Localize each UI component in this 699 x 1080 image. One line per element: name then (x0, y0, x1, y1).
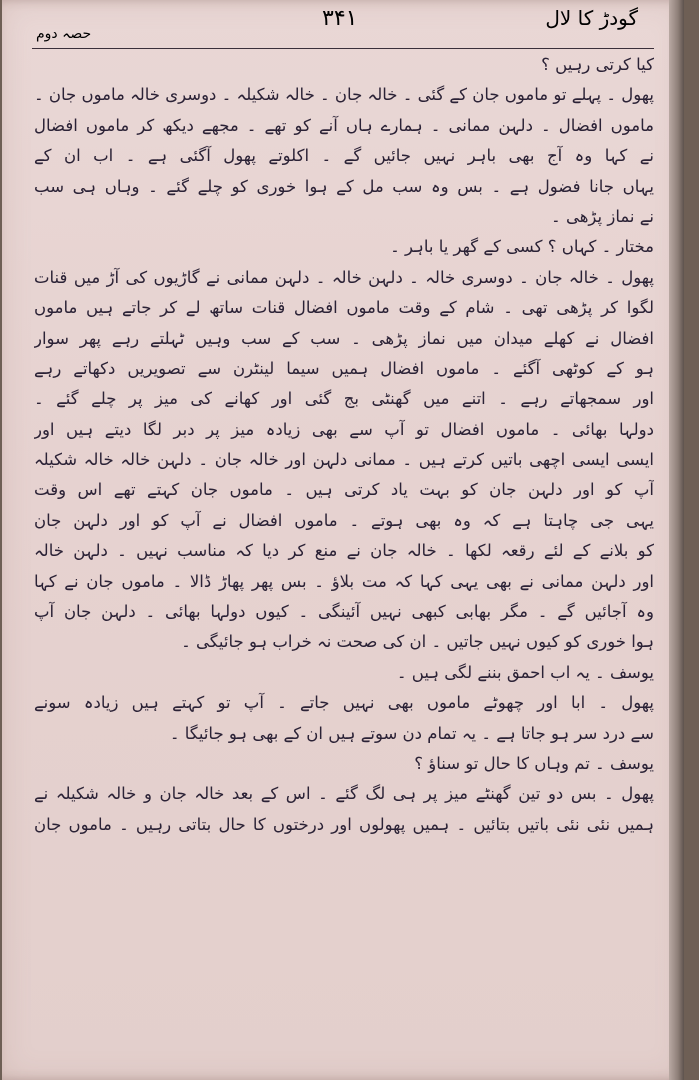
text-line: پھول ۔ بس دو تین گھنٹے میز پر ہی لگ گئے ۔ اس کے بعد خالہ جان و خالہ شکیلہ نے (34, 784, 654, 804)
text-line: ماموں افضال ۔ دلہن ممانی ۔ ہمارے ہاں آنے کو تھے ۔ مجھے دیکھ کر ماموں افضال (34, 115, 654, 135)
text-line: پھول ۔ پہلے تو ماموں جان کے گئی ۔ خالہ جان ۔ خالہ شکیلہ ۔ دوسری خالہ ماموں جان ۔ (34, 85, 654, 105)
part-label: حصہ دوم (36, 26, 92, 42)
text-line: یوسف ۔ یہ اب احمق بننے لگی ہیں ۔ (396, 662, 654, 682)
running-title: گودڑ کا لال (545, 6, 638, 30)
text-line: یہی جی چاہتا ہے کہ وہ بھی ہوتے ۔ ماموں افضال نے آپ کو اور دلہن جان (34, 510, 654, 530)
text-line: کو بلانے کے لئے رقعہ لکھا ۔ خالہ جان نے منع کر دیا کہ مناسب نہیں ۔ دلہن خالہ (34, 541, 654, 561)
text-line: اور دلہن ممانی نے بھی یہی کہا کہ مت بلاؤ ۔ بس پھر پھاڑ ڈالا ۔ ماموں جان نے کہا (34, 571, 654, 591)
text-line: پھول ۔ ابا اور چھوٹے ماموں بھی نہیں جاتے ۔ آپ تو کہتے ہیں زیادہ سونے (34, 693, 654, 713)
page-number: ۳۴۱ (322, 6, 358, 31)
text-line: یہاں جانا فضول ہے ۔ بس وہ سب مل کے ہوا خوری کو چلے گئے ۔ وہاں ہی سب (34, 176, 654, 196)
text-line: سے درد سر ہو جاتا ہے ۔ یہ تمام دن سوتے ہیں ان کے بھی ہو جائیگا ۔ (169, 723, 654, 743)
binding-edge (669, 0, 684, 1080)
page-text (34, 50, 654, 1074)
text-line: ہمیں نئی نئی باتیں بتائیں ۔ ہمیں پھولوں اور درختوں کا حال بتاتی رہیں ۔ ماموں جان (34, 814, 654, 834)
page-header (22, 6, 654, 40)
text-line: مختار ۔ کہاں ؟ کسی کے گھر یا باہر ۔ (390, 237, 654, 257)
text-line: پھول ۔ خالہ جان ۔ دوسری خالہ ۔ دلہن خالہ ۔ دلہن ممانی نے گاڑیوں کی آڑ میں قنات (34, 267, 654, 287)
text-line: لگوا کر پڑھی تھی ۔ شام کے وقت ماموں افضال قنات ساتھ لے کر جاتے ہیں ماموں (34, 298, 654, 318)
text-line: یوسف ۔ تم وہاں کا حال تو سناؤ ؟ (414, 753, 654, 773)
text-line: ایسی ایسی اچھی باتیں کرتے ہیں ۔ ممانی دلہن اور خالہ جان ۔ دلہن خالہ خالہ شکیلہ (34, 450, 654, 470)
text-line: ہو کے کوٹھی آگئے ۔ ماموں افضال ہمیں سیما لینٹرن سے تصویریں دکھاتے رہے (34, 358, 654, 378)
text-line: کیا کرتی رہیں ؟ (541, 55, 654, 74)
text-line: اور سمجھاتے رہے ۔ اتنے میں گھنٹی بج گئی اور کھانے کی میز پر چلے گئے ۔ (34, 389, 654, 409)
text-line: افضال نے کھلے میدان میں نماز پڑھی ۔ سب کے سب وہیں ٹہلتے رہے پھر سوار (34, 328, 654, 348)
text-line: نے نماز پڑھی ۔ (551, 206, 654, 226)
text-line: نے کہا وہ آج بھی باہر نہیں جائیں گے ۔ اکلوتے پھول آگئی ہے ۔ اب ان کے (34, 146, 654, 166)
text-line: وہ آجائیں گے ۔ مگر بھابی کبھی نہیں آئینگی ۔ کیوں دولہا بھائی ۔ دلہن جان آپ (34, 602, 654, 622)
text-line: دولہا بھائی ۔ ماموں افضال تو آپ سے بھی زیادہ میز پر دبر لگا دیتے ہیں اور (34, 419, 654, 439)
text-line: آپ کو اور دلہن جان کو بہت یاد کرتی ہیں ۔ ماموں جان کہتے تھے اس وقت (34, 480, 654, 500)
header-rule (32, 48, 654, 49)
text-line: ہوا خوری کو کیوں نہیں جاتیں ۔ ان کی صحت نہ خراب ہو جائیگی ۔ (181, 632, 654, 652)
book-page (2, 0, 684, 1080)
